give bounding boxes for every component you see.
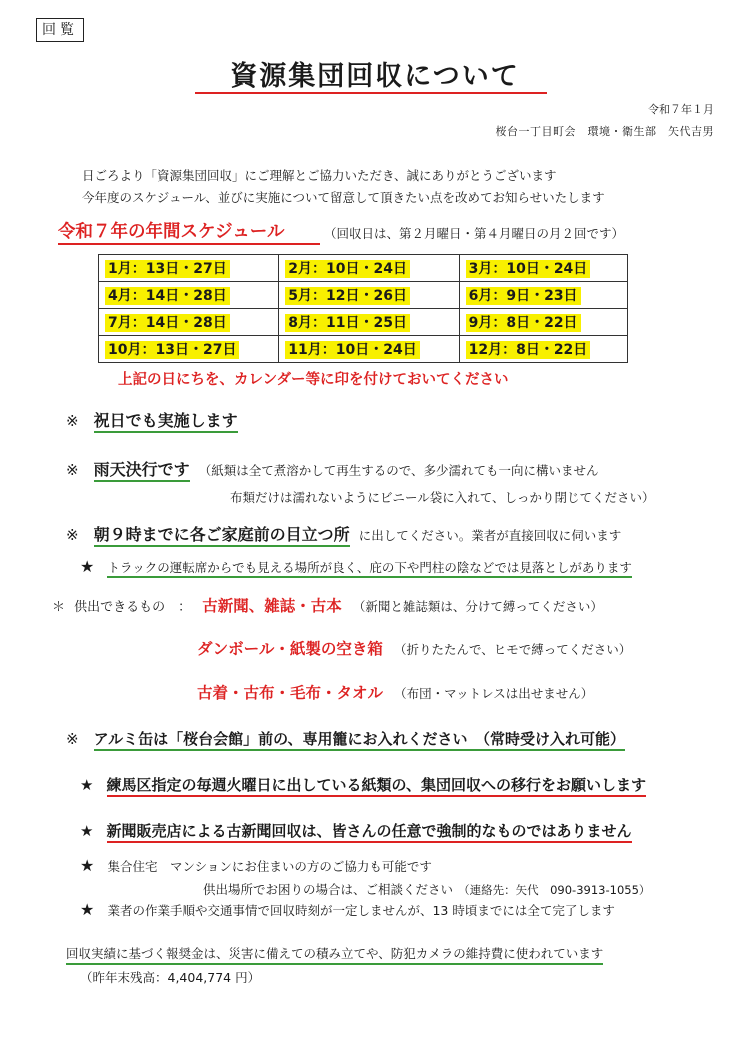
table-row: [99, 255, 628, 282]
schedule-cell: 11月：10日・24日: [279, 336, 459, 363]
item-newspapers: 古新聞、雑誌・古本: [202, 597, 342, 615]
schedule-cell: 7月：14日・28日: [99, 309, 279, 336]
nerima-line: [80, 774, 646, 795]
star-icon: ★: [80, 856, 95, 875]
finish-line: [80, 900, 615, 919]
time-note: に出してください。業者が直接回収に伺います: [358, 528, 622, 543]
table-row: [99, 336, 628, 363]
truck-line: [80, 557, 632, 576]
holiday-notice: 祝日でも実施します: [94, 411, 238, 433]
apartment-line: [80, 856, 432, 875]
rain-line: [66, 457, 599, 480]
calendar-reminder: 上記の日にちを、カレンダー等に印を付けておいてください: [118, 372, 509, 388]
finish-note: 業者の作業手順や交通事情で回収時刻が一定しませんが、13 時頃までには全て完了します: [107, 903, 615, 918]
schedule-cell: 1月：13日・27日: [99, 255, 279, 282]
circulation-badge: 回覧: [36, 18, 84, 42]
table-row: [99, 282, 628, 309]
rain-note-2: 布類だけは濡れないようにビニール袋に入れて、しっかり閉じてください）: [230, 490, 655, 505]
table-row: [99, 309, 628, 336]
schedule-table: [98, 254, 628, 363]
schedule-cell: 12月：8日・22日: [459, 336, 627, 363]
reward-note: 回収実績に基づく報奨金は、災害に備えての積み立てや、防犯カメラの維持費に使われています: [66, 944, 603, 965]
items-line: [52, 594, 603, 616]
issuer: 桜台一丁目町会 環境・衛生部 矢代吉男: [495, 125, 714, 138]
contact-info: （連絡先：矢代 090-3913-1055）: [458, 883, 651, 897]
asterisk-icon: ＊: [52, 600, 66, 615]
nerima-notice: 練馬区指定の毎週火曜日に出している紙類の、集団回収への移行をお願いします: [107, 776, 646, 797]
newspaper-notice: 新聞販売店による古新聞回収は、皆さんの任意で強制的なものではありません: [107, 822, 632, 843]
schedule-title-underline: [58, 243, 320, 245]
schedule-cell: 3月：10日・24日: [459, 255, 627, 282]
apartment-line-2: [203, 879, 650, 898]
apartment-note: 集合住宅 マンションにお住まいの方のご協力も可能です: [107, 859, 432, 874]
note-mark: ※: [66, 412, 79, 430]
title-underline: [195, 92, 547, 94]
schedule-cell: 4月：14日・28日: [99, 282, 279, 309]
alumi-line: [66, 728, 625, 749]
item-textiles-note: （布団・マットレスは出せません）: [394, 686, 594, 701]
star-icon: ★: [80, 776, 94, 794]
item-newspapers-note: （新聞と雑誌類は、分けて縛ってください）: [352, 599, 603, 614]
schedule-note: （回収日は、第２月曜日・第４月曜日の月２回です）: [324, 226, 625, 241]
alumi-notice: アルミ缶は「桜台会館」前の、専用籠にお入れください （常時受け入れ可能）: [94, 730, 625, 751]
intro-line-1: 日ごろより「資源集団回収」にご理解とご協力いただき、誠にありがとうございます: [82, 168, 557, 183]
schedule-title: 令和７年の年間スケジュール: [58, 222, 285, 242]
time-notice: 朝９時までに各ご家庭前の目立つ所: [94, 525, 350, 547]
star-icon: ★: [80, 822, 94, 840]
issue-date: 令和７年１月: [648, 103, 714, 116]
note-mark: ※: [66, 730, 79, 748]
newspaper-line: [80, 820, 632, 841]
balance-note: （昨年末残高：4,404,774 円）: [80, 970, 261, 985]
truck-note: トラックの運転席からでも見える場所が良く、庇の下や門柱の陰などでは見落としがあります: [107, 560, 631, 578]
schedule-cell: 8月：11日・25日: [279, 309, 459, 336]
star-icon: ★: [80, 557, 95, 576]
rain-note-1: （紙類は全て煮溶かして再生するので、多少濡れても一向に構いません: [198, 463, 599, 478]
items-label: 供出できるもの ：: [74, 600, 192, 615]
holiday-line: [66, 408, 238, 431]
schedule-cell: 2月：10日・24日: [279, 255, 459, 282]
item3-line: [197, 681, 593, 703]
intro-line-2: 今年度のスケジュール、並びに実施について留意して頂きたい点を改めてお知らせいたします: [82, 190, 605, 205]
schedule-cell: 9月：8日・22日: [459, 309, 627, 336]
note-mark: ※: [66, 461, 79, 479]
time-line: [66, 522, 621, 545]
schedule-cell: 6月：9日・23日: [459, 282, 627, 309]
item2-line: [197, 637, 631, 659]
item-cardboard: ダンボール・紙製の空き箱: [197, 640, 383, 658]
schedule-cell: 5月：12日・26日: [279, 282, 459, 309]
item-cardboard-note: （折りたたんで、ヒモで縛ってください）: [393, 642, 632, 657]
note-mark: ※: [66, 526, 79, 544]
star-icon: ★: [80, 900, 95, 919]
consult-note: 供出場所でお困りの場合は、ご相談ください: [203, 882, 454, 897]
schedule-cell: 10月：13日・27日: [99, 336, 279, 363]
item-textiles: 古着・古布・毛布・タオル: [197, 684, 384, 702]
page-title: 資源集団回収について: [230, 61, 520, 92]
rain-notice: 雨天決行です: [94, 460, 190, 482]
